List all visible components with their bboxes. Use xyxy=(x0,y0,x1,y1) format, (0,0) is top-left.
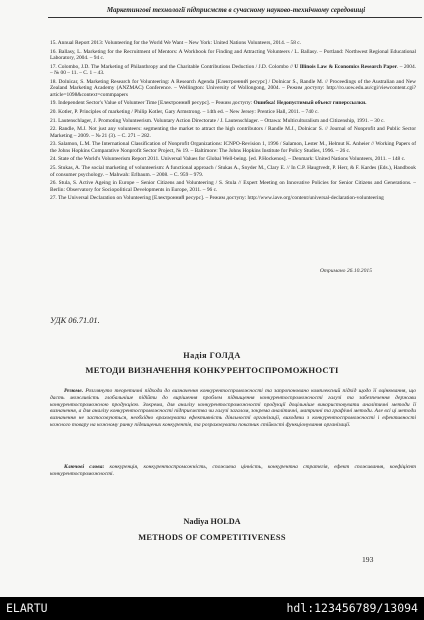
reference-text-pre: 15. Annual Report 2013: Volunteering for the World We Want – New York: United Nations Volunteers, 2014. – 58 c. xyxy=(50,40,302,46)
author-name-ua: Надія ГОЛДА xyxy=(183,351,241,360)
received-date: Отримано 26.10.2015 xyxy=(319,268,372,274)
reference-text-pre: 24. State of the World's Volunteerism Report 2011. Universal Values for Global Well-being. [ed. P.Hockenos]. – Denmark: United Nations Volunteers, 2011. – 148 c. xyxy=(50,156,406,163)
reference-text-pre: 25. Stukas, A. The social marketing of volunteerism: A functional approach / Stukas A., Snyder M., Clary E. // In C.P. Haugtvedt, P. Herr, & F. Kardes (Eds.), Handbook of consumer psychology. – Mahwah: Erlbaum. – 2008. – C. 959 – 979. xyxy=(50,165,416,178)
reference-item xyxy=(50,195,416,201)
reference-item xyxy=(50,100,416,106)
reference-item xyxy=(50,40,416,46)
abstract-paragraph xyxy=(50,388,416,429)
page-number: 193 xyxy=(362,555,374,564)
handle-identifier: hdl:123456789/13094 xyxy=(286,601,418,615)
reference-text-pre: 27. The Universal Declaration on Volunteering [Електронний ресурс]. – Режим доступу: http://www.iave.org/content/universal-declaration-volunteering xyxy=(50,195,384,202)
reference-text-bold: U Illinois Law & Economics Research Paper xyxy=(294,63,398,70)
reference-text-pre: 21. Lautenschlager, J. Promoting Volunteerism. Voluntary Action Directorate / J. Lautenschlager. – Ottawa: Multiculturalism and Citizenship, 1991. – 30 c. xyxy=(50,117,385,124)
reference-text-pre: 26. Stula, S. Active Ageing in Europe – Senior Citizens and Volunteering / S. Stula // Expert Meeting on Innovative Policies for Senior Citizens and Generations. – Berlin: Observatory for Sociopolitical Developments in Europe, 2011. – 96 c. xyxy=(50,180,416,193)
reference-text-pre: 23. Salamon, L.M. The International Classification of Nonprofit Organizations: ICNPO-Revision 1, 1996 / Salamon, Lester M., Helmut K. Anheier // Working Papers of the Johns Hopkins Comparative Nonprofit Sector Project, № 19. – Baltimore: The Johns Hopkins Institute for Policy Studies, 1996. – 26 c. xyxy=(50,141,416,154)
reference-item xyxy=(50,118,416,124)
abstract-text: Розглянуто теоретичні підходи до визначення конкурентоспроможності та запропоновано комплексний підхід щодо її оцінювання, що дасть можливість глобальніше підійти до вирішення проблем підвищення конкурентоспроможності галузі та забезпечення держави конкурентоспроможною продукцією. Зокрема, для аналізу конкурентоспроможності продукції доцільніше використовувати аналітичні методи її визначення, а для аналізу конкурентоспроможності підприємства чи галузі загалом, зокрема аналітичні, матричні та графічні методи. Але всі ці методи визначення не застосовуються, необхідно враховувати ефективність діяльності організації, виходячи з конкурентоспроможності і ефективності кожного товару на кожному ринку підвищених конкурентів, та розраховувати показник стійкості функціонування організації. xyxy=(50,388,416,428)
reference-text-bold: Ошибка! Недопустимый объект гиперссылки. xyxy=(253,100,367,107)
reference-text-pre: 18. Dolnicar, S. Marketing Research for Volunteering: A Research Agenda [Електронний ресурс] / Dolnicar S., Randle M. // Proceedings of the Australian and New Zealand Marketing Academy (ANZMAC) Conference. – Wellington: University of Wollongong, 2004. – Режим доступу: http://ro.uow.edu.au/cgi/viewcontent.cgi?article=1098&context=commpapers xyxy=(50,78,416,98)
reference-item xyxy=(50,109,416,115)
reference-text-post: . – 2004. – № 00 – 11. – C. 1 – 43. xyxy=(50,63,416,77)
keywords-text: конкуренція, конкурентоспроможність, споживча цінність, конкурентна стратегія, ефект споживання, коефіцієнт конкурентоспроможності. xyxy=(50,464,417,477)
author-name-en: Nadiya HOLDA xyxy=(183,517,241,526)
keywords-label: Ключові слова: xyxy=(64,464,105,470)
reference-text-pre: 16. Ballasy, L. Marketing for the Recruitment of Mentors: A Workbook for Finding and Attracting Volunteers / L. Ballasy. – Portland: Northwest Regional Educational Laboratory, 2004. – 94 c. xyxy=(50,48,416,62)
footer-bar xyxy=(0,597,424,620)
reference-list xyxy=(50,40,416,204)
reference-item xyxy=(50,49,416,62)
reference-item xyxy=(50,156,416,162)
reference-text-pre: 22. Randle, M.J. Not just any volunteers: segmenting the market to attract the high contributors / Randle M.J., Dolnicar S. // Journal of Nonprofit and Public Sector Marketing – 2009. – № 21 (3). – C. 271 – 282. xyxy=(50,126,416,139)
reference-item xyxy=(50,126,416,139)
repository-name: ELARTU xyxy=(6,601,48,615)
udk-code: УДК 06.71.01. xyxy=(50,316,100,325)
reference-text-pre: 19. Independent Sector's Value of Volunteer Time [Електронний ресурс]. – Режим доступу: xyxy=(50,100,254,107)
reference-item xyxy=(50,165,416,178)
reference-item xyxy=(50,79,416,98)
header-divider xyxy=(48,17,422,18)
reference-item xyxy=(50,141,416,154)
reference-text-pre: 20. Kotler, P. Principles of marketing / Philip Kotler, Gary Armstrong. – 14th ed. – New Jersey: Prentice Hall, 2011. – 740 c. xyxy=(50,109,319,116)
reference-text-pre: 17. Colombo, J.D. The Marketing of Philanthropy and the Charitable Contributions Deduction / J.D. Colombo // xyxy=(50,63,295,70)
running-header: Маркетингові технології підприємств в сучасному науково-технічному середовищі xyxy=(106,6,366,14)
keywords-paragraph xyxy=(50,464,416,478)
reference-item xyxy=(50,64,416,77)
article-title-ua: МЕТОДИ ВИЗНАЧЕННЯ КОНКУРЕНТОСПРОМОЖНОСТІ xyxy=(85,365,339,375)
abstract-label: Резюме. xyxy=(64,388,84,394)
article-title-en: METHODS OF COMPETITIVENESS xyxy=(138,533,286,542)
reference-item xyxy=(50,180,416,193)
